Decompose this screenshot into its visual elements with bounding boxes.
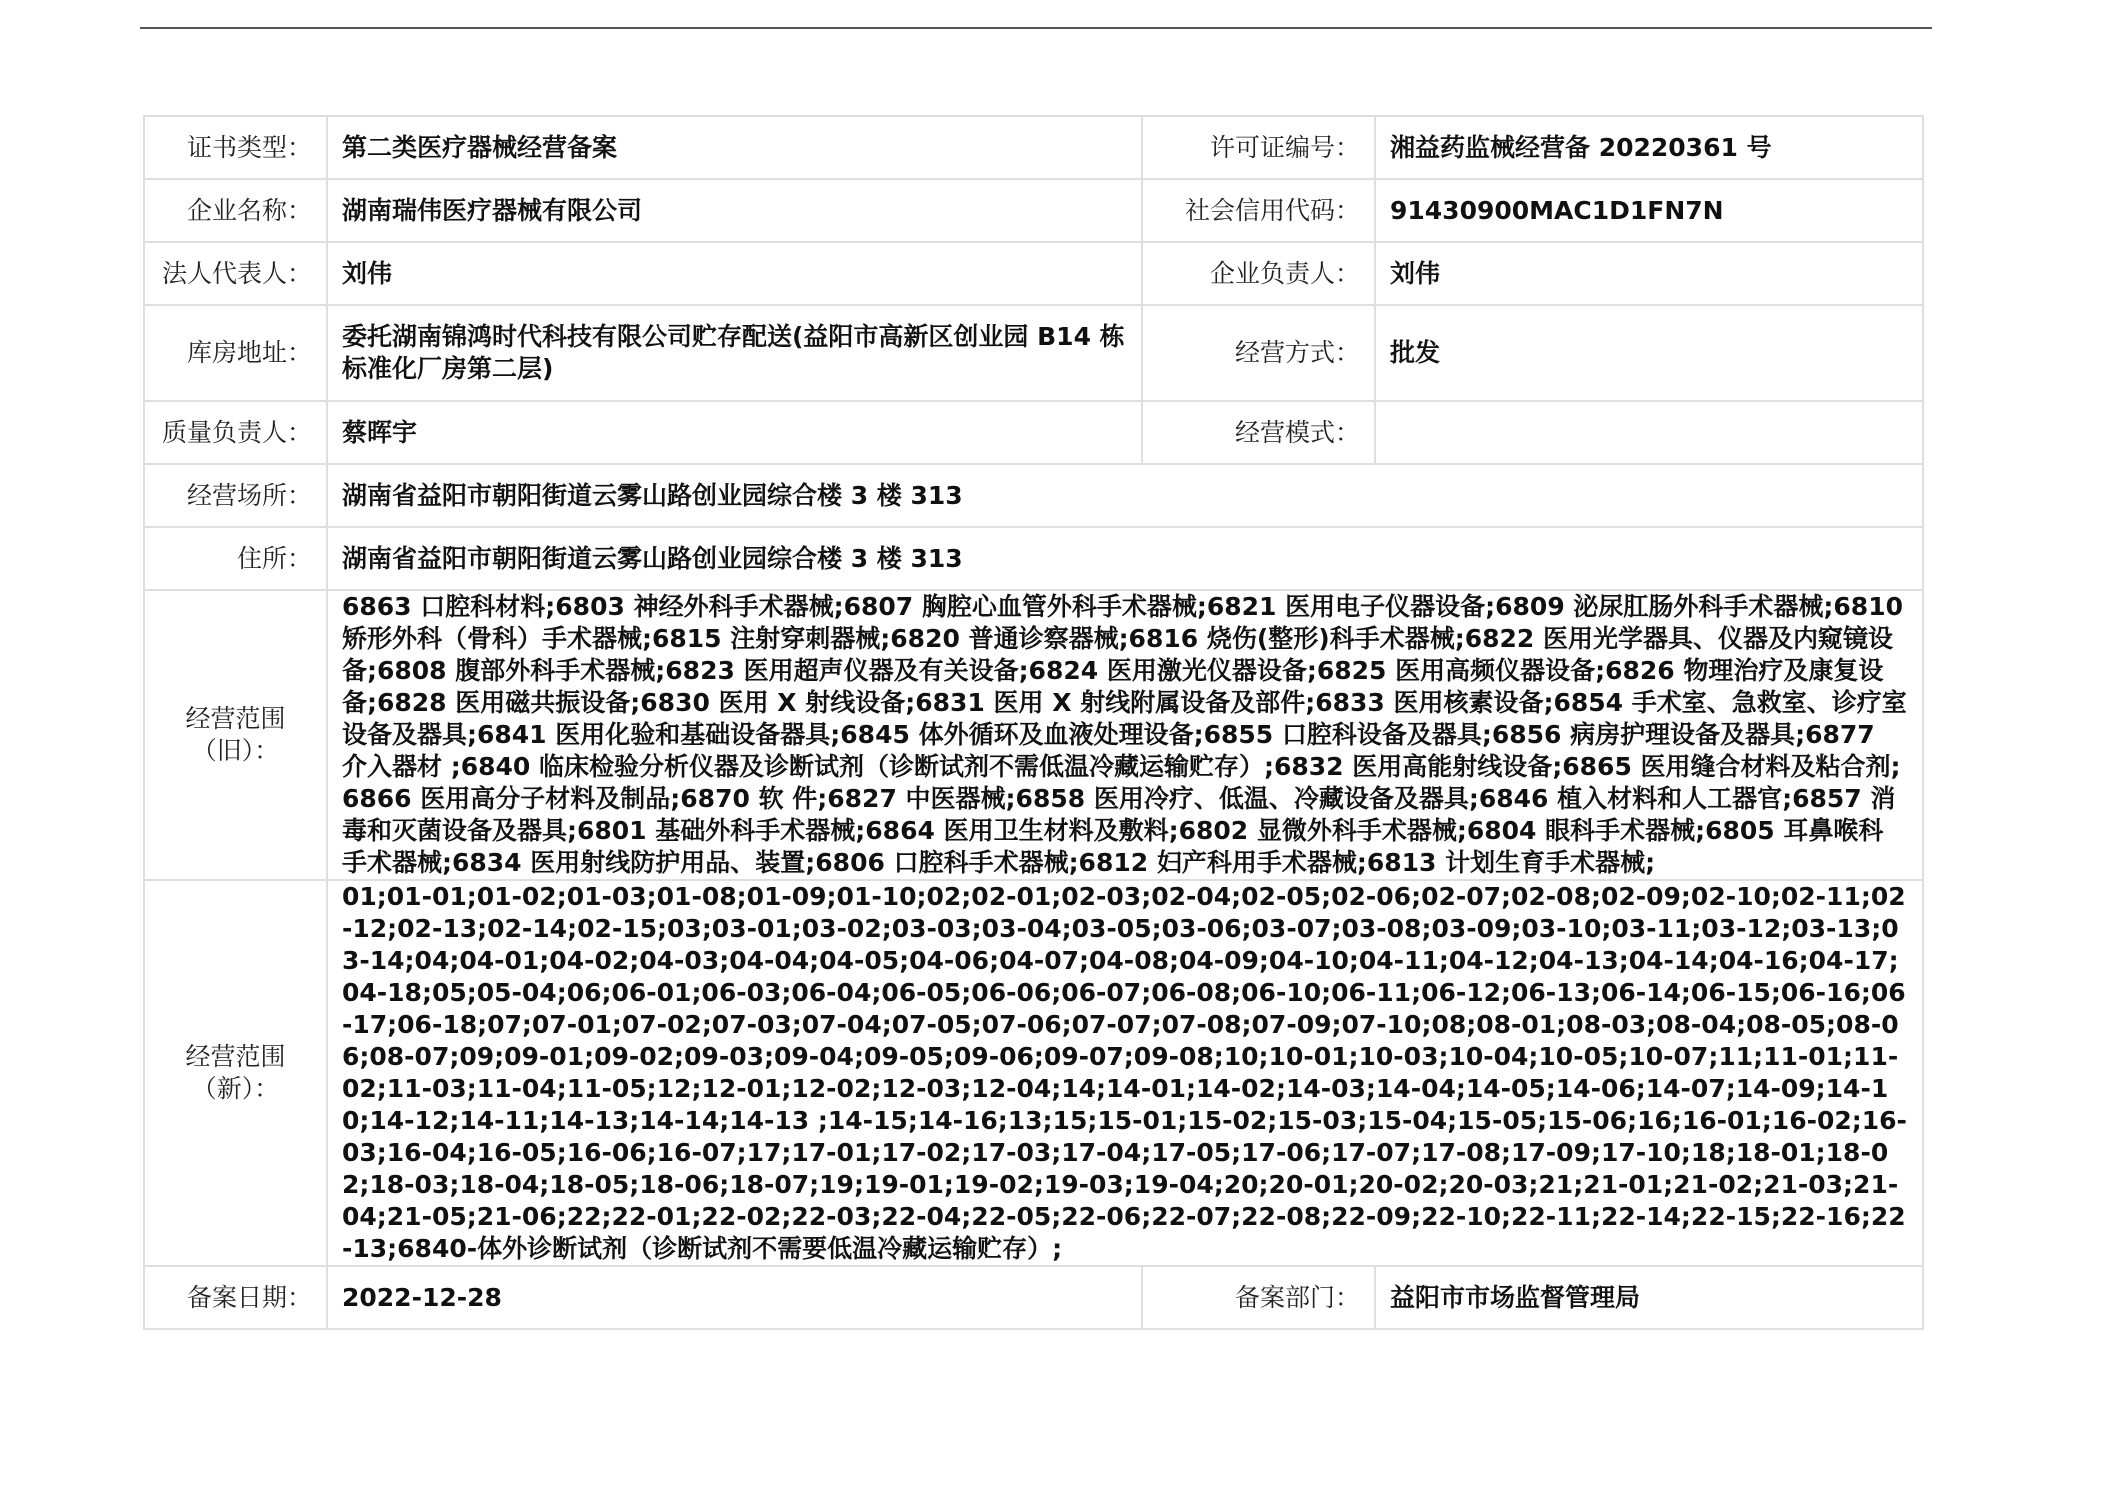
top-divider: [140, 27, 1932, 29]
company-name-value: 湖南瑞伟医疗器械有限公司: [327, 179, 1142, 242]
legal-rep-value: 刘伟: [327, 242, 1142, 305]
business-method-value: 批发: [1375, 305, 1923, 401]
warehouse-label: 库房地址：: [144, 305, 327, 401]
filing-date-label: 备案日期：: [144, 1266, 327, 1329]
credit-code-label: 社会信用代码：: [1142, 179, 1375, 242]
license-no-value: 湘益药监械经营备 20220361 号: [1375, 116, 1923, 179]
scope-new-label-line1: 经营范围: [185, 1042, 286, 1071]
business-method-label: 经营方式：: [1142, 305, 1375, 401]
warehouse-value: 委托湖南锦鸿时代科技有限公司贮存配送(益阳市高新区创业园 B14 栋标准化厂房第二层): [327, 305, 1142, 401]
row-residence: [144, 527, 1923, 590]
cert-type-label: 证书类型：: [144, 116, 327, 179]
row-cert-type: [144, 116, 1923, 179]
scope-new-label: [144, 880, 327, 1266]
row-premises: [144, 464, 1923, 527]
row-filing: [144, 1266, 1923, 1329]
scope-old-value: 6863 口腔科材料;6803 神经外科手术器械;6807 胸腔心血管外科手术器械;6821 医用电子仪器设备;6809 泌尿肛肠外科手术器械;6810 矫形外科（骨科）手术器械;6815 注射穿刺器械;6820 普通诊察器械;6816 烧伤(整形)科手术器械;6822 医用光学器具、仪器及内窥镜设备;6808 腹部外科手术器械;6823 医用超声仪器及有关设备;6824 医用激光仪器设备;6825 医用高频仪器设备;6826 物理治疗及康复设备;6828 医用磁共振设备;6830 医用 X 射线设备;6831 医用 X 射线附属设备及部件;6833 医用核素设备;6854 手术室、急救室、诊疗室设备及器具;6841 医用化验和基础设备器具;6845 体外循环及血液处理设备;6855 口腔科设备及器具;6856 病房护理设备及器具;6877 介入器材 ;6840 临床检验分析仪器及诊断试剂（诊断试剂不需低温冷藏运输贮存）;6832 医用高能射线设备;6865 医用缝合材料及粘合剂;6866 医用高分子材料及制品;6870 软 件;6827 中医器械;6858 医用冷疗、低温、冷藏设备及器具;6846 植入材料和人工器官;6857 消毒和灭菌设备及器具;6801 基础外科手术器械;6864 医用卫生材料及敷料;6802 显微外科手术器械;6804 眼科手术器械;6805 耳鼻喉科手术器械;6834 医用射线防护用品、装置;6806 口腔科手术器械;6812 妇产科用手术器械;6813 计划生育手术器械;: [327, 590, 1923, 880]
row-scope-old: [144, 590, 1923, 880]
company-name-label: 企业名称：: [144, 179, 327, 242]
scope-new-label-line2: （新）：: [191, 1074, 280, 1103]
filing-certificate-table: [143, 115, 1924, 1330]
filing-dept-label: 备案部门：: [1142, 1266, 1375, 1329]
company-head-value: 刘伟: [1375, 242, 1923, 305]
row-company-name: [144, 179, 1923, 242]
row-quality-head: [144, 401, 1923, 464]
quality-head-label: 质量负责人：: [144, 401, 327, 464]
row-legal-rep: [144, 242, 1923, 305]
residence-label: 住所：: [144, 527, 327, 590]
row-scope-new: [144, 880, 1923, 1266]
residence-value: 湖南省益阳市朝阳街道云雾山路创业园综合楼 3 楼 313: [327, 527, 1923, 590]
quality-head-value: 蔡晖宇: [327, 401, 1142, 464]
business-mode-value: [1375, 401, 1923, 464]
premises-label: 经营场所：: [144, 464, 327, 527]
scope-old-label-line2: （旧）：: [191, 736, 280, 765]
premises-value: 湖南省益阳市朝阳街道云雾山路创业园综合楼 3 楼 313: [327, 464, 1923, 527]
scope-old-label: [144, 590, 327, 880]
scope-new-value: 01;01-01;01-02;01-03;01-08;01-09;01-10;02;02-01;02-03;02-04;02-05;02-06;02-07;02-08;02-09;02-10;02-11;02-12;02-13;02-14;02-15;03;03-01;03-02;03-03;03-04;03-05;03-06;03-07;03-08;03-09;03-10;03-11;03-12;03-13;03-14;04;04-01;04-02;04-03;04-04;04-05;04-06;04-07;04-08;04-09;04-10;04-11;04-12;04-13;04-14;04-16;04-17;04-18;05;05-04;06;06-01;06-03;06-04;06-05;06-06;06-07;06-08;06-10;06-11;06-12;06-13;06-14;06-15;06-16;06-17;06-18;07;07-01;07-02;07-03;07-04;07-05;07-06;07-07;07-08;07-09;07-10;08;08-01;08-03;08-04;08-05;08-06;08-07;09;09-01;09-02;09-03;09-04;09-05;09-06;09-07;09-08;10;10-01;10-03;10-04;10-05;10-07;11;11-01;11-02;11-03;11-04;11-05;12;12-01;12-02;12-03;12-04;14;14-01;14-02;14-03;14-04;14-05;14-06;14-07;14-09;14-10;14-12;14-11;14-13;14-14;14-13 ;14-15;14-16;13;15;15-01;15-02;15-03;15-04;15-05;15-06;16;16-01;16-02;16-03;16-04;16-05;16-06;16-07;17;17-01;17-02;17-03;17-04;17-05;17-06;17-07;17-08;17-09;17-10;18;18-01;18-02;18-03;18-04;18-05;18-06;18-07;19;19-01;19-02;19-03;19-04;20;20-01;20-02;20-03;21;21-01;21-02;21-03;21-04;21-05;21-06;22;22-01;22-02;22-03;22-04;22-05;22-06;22-07;22-08;22-09;22-10;22-11;22-14;22-15;22-16;22-13;6840-体外诊断试剂（诊断试剂不需要低温冷藏运输贮存）;: [327, 880, 1923, 1266]
company-head-label: 企业负责人：: [1142, 242, 1375, 305]
filing-dept-value: 益阳市市场监督管理局: [1375, 1266, 1923, 1329]
business-mode-label: 经营模式：: [1142, 401, 1375, 464]
credit-code-value: 91430900MAC1D1FN7N: [1375, 179, 1923, 242]
cert-type-value: 第二类医疗器械经营备案: [327, 116, 1142, 179]
row-warehouse: [144, 305, 1923, 401]
license-no-label: 许可证编号：: [1142, 116, 1375, 179]
legal-rep-label: 法人代表人：: [144, 242, 327, 305]
scope-old-label-line1: 经营范围: [185, 704, 286, 733]
filing-date-value: 2022-12-28: [327, 1266, 1142, 1329]
